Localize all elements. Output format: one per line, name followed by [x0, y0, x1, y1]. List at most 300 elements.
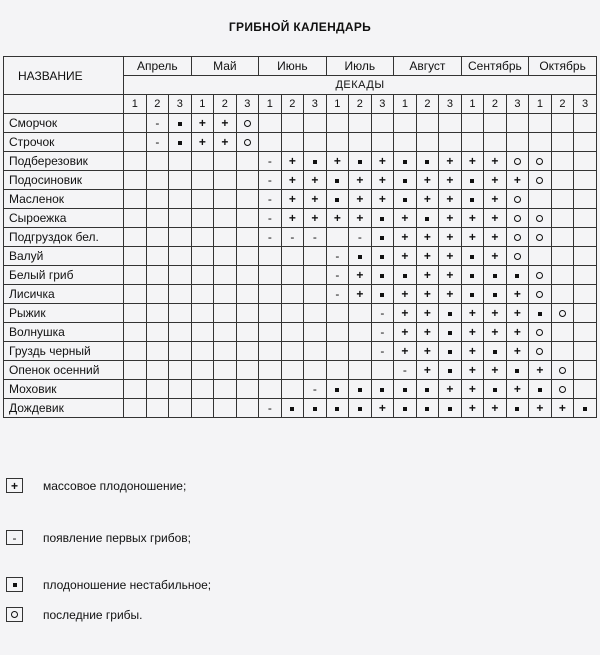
decade-cell: [169, 399, 192, 418]
decade-cell: [124, 285, 147, 304]
decade-cell: [349, 399, 372, 418]
decade-cell: [326, 399, 349, 418]
decade-cell: [484, 380, 507, 399]
decade-cell: [461, 266, 484, 285]
circle-icon: [559, 386, 566, 393]
decade-cell: [416, 380, 439, 399]
decade-cell: [304, 133, 327, 152]
decade-cell: [124, 304, 147, 323]
page-title: ГРИБНОЙ КАЛЕНДАРЬ: [228, 20, 372, 34]
dash-icon: -: [312, 382, 317, 396]
decade-cell: [551, 171, 574, 190]
table-row: [4, 304, 597, 323]
month-may: Май: [191, 57, 259, 76]
decade-cell: [371, 171, 394, 190]
decade-cell: [124, 133, 147, 152]
dash-icon: -: [380, 325, 385, 339]
decade-cell: [124, 266, 147, 285]
decade-cell: [551, 114, 574, 133]
decade-cell: [326, 323, 349, 342]
decade-cell: [529, 152, 552, 171]
mushroom-name: Лисичка: [4, 285, 124, 304]
decade-cell: [484, 361, 507, 380]
square-icon: [335, 198, 339, 202]
decade-cell: [236, 114, 259, 133]
decade-cell: [484, 209, 507, 228]
decade-cell: [214, 361, 237, 380]
decade-cell: [326, 133, 349, 152]
plus-icon: +: [288, 173, 296, 187]
decade-cell: [506, 285, 529, 304]
decade-cell: [461, 228, 484, 247]
table-row: [4, 285, 597, 304]
mushroom-name: Сморчок: [4, 114, 124, 133]
square-icon: [470, 179, 474, 183]
table-row: [4, 228, 597, 247]
decade-cell: [394, 152, 417, 171]
legend-symbol-box: [6, 478, 23, 493]
decade-number: 3: [304, 95, 327, 114]
decade-cell: [349, 342, 372, 361]
decade-cell: [214, 342, 237, 361]
decade-cell: [326, 285, 349, 304]
decade-cell: [349, 152, 372, 171]
table-row: [4, 209, 597, 228]
decade-cell: [146, 285, 169, 304]
square-icon: [448, 369, 452, 373]
plus-icon: +: [491, 306, 499, 320]
plus-icon: +: [198, 116, 206, 130]
decade-cell: [236, 171, 259, 190]
dash-icon: -: [357, 230, 362, 244]
decade-cell: [191, 190, 214, 209]
plus-icon: +: [311, 192, 319, 206]
table-row: [4, 323, 597, 342]
decade-cell: [191, 228, 214, 247]
legend-text: последние грибы.: [43, 607, 143, 622]
decade-cell: [416, 247, 439, 266]
decade-cell: [551, 380, 574, 399]
decade-cell: [506, 133, 529, 152]
decade-cell: [281, 171, 304, 190]
plus-icon: +: [356, 211, 364, 225]
decade-cell: [416, 266, 439, 285]
decade-cell: [506, 266, 529, 285]
month-september: Сентябрь: [461, 57, 529, 76]
plus-icon: +: [558, 401, 566, 415]
square-icon: [470, 293, 474, 297]
square-icon: [403, 160, 407, 164]
decade-cell: [394, 114, 417, 133]
decade-number: 2: [349, 95, 372, 114]
decade-cell: [326, 152, 349, 171]
decade-cell: [529, 399, 552, 418]
legend-item: [6, 530, 191, 545]
square-icon: [13, 583, 17, 587]
mushroom-name: Сыроежка: [4, 209, 124, 228]
decade-cell: [191, 399, 214, 418]
square-icon: [403, 388, 407, 392]
plus-icon: +: [401, 230, 409, 244]
decade-cell: [304, 285, 327, 304]
decade-cell: [281, 209, 304, 228]
decade-cell: [529, 285, 552, 304]
dash-icon: -: [380, 306, 385, 320]
decade-cell: [506, 114, 529, 133]
decade-cell: [574, 247, 597, 266]
legend-symbol-box: [6, 607, 23, 622]
decade-cell: [484, 247, 507, 266]
square-icon: [425, 407, 429, 411]
decade-cell: [371, 209, 394, 228]
square-icon: [313, 407, 317, 411]
decade-cell: [259, 247, 282, 266]
decade-cell: [214, 285, 237, 304]
decade-cell: [439, 304, 462, 323]
plus-icon: +: [311, 173, 319, 187]
plus-icon: +: [288, 154, 296, 168]
square-icon: [493, 388, 497, 392]
plus-icon: +: [401, 287, 409, 301]
decade-cell: [191, 247, 214, 266]
legend-symbol-box: [6, 577, 23, 592]
decade-cell: [551, 228, 574, 247]
decade-cell: [551, 133, 574, 152]
decade-cell: [236, 228, 259, 247]
decade-cell: [439, 399, 462, 418]
decade-cell: [191, 380, 214, 399]
dash-icon: -: [267, 230, 272, 244]
decade-cell: [214, 190, 237, 209]
table-row: [4, 133, 597, 152]
decade-cell: [326, 114, 349, 133]
decade-cell: [281, 114, 304, 133]
decade-cell: [484, 190, 507, 209]
decade-cell: [281, 304, 304, 323]
decade-cell: [304, 342, 327, 361]
decade-cell: [304, 228, 327, 247]
decade-cell: [191, 342, 214, 361]
legend-item: [6, 577, 211, 592]
decade-cell: [191, 152, 214, 171]
plus-icon: +: [491, 249, 499, 263]
decade-cell: [394, 304, 417, 323]
decade-cell: [236, 247, 259, 266]
decade-cell: [506, 190, 529, 209]
dash-icon: -: [335, 268, 340, 282]
decade-number: 2: [146, 95, 169, 114]
circle-icon: [559, 367, 566, 374]
decade-cell: [236, 323, 259, 342]
plus-icon: +: [378, 192, 386, 206]
decade-cell: [326, 209, 349, 228]
month-june: Июнь: [259, 57, 327, 76]
table-row: [4, 399, 597, 418]
decade-cell: [484, 304, 507, 323]
decade-cell: [394, 285, 417, 304]
square-icon: [335, 407, 339, 411]
decade-cell: [124, 190, 147, 209]
decade-cell: [371, 304, 394, 323]
square-icon: [380, 217, 384, 221]
plus-icon: +: [446, 230, 454, 244]
plus-icon: +: [423, 230, 431, 244]
decade-cell: [214, 399, 237, 418]
decade-cell: [124, 247, 147, 266]
square-icon: [380, 388, 384, 392]
decade-cell: [169, 304, 192, 323]
plus-icon: +: [446, 287, 454, 301]
circle-icon: [244, 139, 251, 146]
decade-cell: [461, 380, 484, 399]
plus-icon: +: [423, 344, 431, 358]
decade-cell: [461, 209, 484, 228]
decade-cell: [394, 133, 417, 152]
decade-cell: [371, 228, 394, 247]
decade-cell: [304, 304, 327, 323]
decade-cell: [529, 190, 552, 209]
decade-cell: [326, 190, 349, 209]
decade-cell: [461, 114, 484, 133]
decade-number: 3: [574, 95, 597, 114]
plus-icon: +: [423, 268, 431, 282]
circle-icon: [536, 329, 543, 336]
plus-icon: +: [468, 363, 476, 377]
plus-icon: +: [198, 135, 206, 149]
decade-cell: [484, 342, 507, 361]
square-icon: [493, 350, 497, 354]
decade-cell: [349, 247, 372, 266]
dash-icon: -: [267, 401, 272, 415]
plus-icon: +: [401, 211, 409, 225]
square-icon: [403, 274, 407, 278]
mushroom-name: Подосиновик: [4, 171, 124, 190]
table-row: [4, 247, 597, 266]
circle-icon: [536, 177, 543, 184]
plus-icon: +: [423, 306, 431, 320]
dash-icon: -: [267, 173, 272, 187]
decade-cell: [146, 114, 169, 133]
decade-cell: [461, 399, 484, 418]
decade-cell: [259, 171, 282, 190]
decade-cell: [191, 133, 214, 152]
square-icon: [290, 407, 294, 411]
mushroom-name: Груздь черный: [4, 342, 124, 361]
square-icon: [538, 312, 542, 316]
decade-cell: [349, 133, 372, 152]
mushroom-name: Строчок: [4, 133, 124, 152]
plus-icon: +: [468, 306, 476, 320]
table-row: [4, 380, 597, 399]
decade-cell: [371, 342, 394, 361]
decade-cell: [281, 285, 304, 304]
decade-cell: [214, 247, 237, 266]
mushroom-name: Подберезовик: [4, 152, 124, 171]
square-icon: [448, 407, 452, 411]
circle-icon: [514, 196, 521, 203]
decade-cell: [259, 361, 282, 380]
decade-cell: [124, 114, 147, 133]
square-icon: [448, 331, 452, 335]
decade-cell: [439, 209, 462, 228]
square-icon: [425, 217, 429, 221]
circle-icon: [536, 348, 543, 355]
decade-cell: [551, 190, 574, 209]
circle-icon: [536, 291, 543, 298]
plus-icon: +: [513, 382, 521, 396]
decade-cell: [484, 171, 507, 190]
circle-icon: [536, 234, 543, 241]
decade-cell: [551, 152, 574, 171]
decade-cell: [259, 399, 282, 418]
square-icon: [538, 388, 542, 392]
decade-cell: [461, 342, 484, 361]
decade-cell: [236, 399, 259, 418]
decade-cell: [236, 304, 259, 323]
plus-icon: +: [423, 192, 431, 206]
decade-cell: [574, 342, 597, 361]
decade-cell: [416, 323, 439, 342]
decade-cell: [529, 342, 552, 361]
circle-icon: [514, 253, 521, 260]
decade-cell: [394, 171, 417, 190]
decade-cell: [124, 171, 147, 190]
decade-cell: [506, 171, 529, 190]
decade-cell: [146, 380, 169, 399]
square-icon: [448, 312, 452, 316]
decade-cell: [506, 399, 529, 418]
mushroom-name: Волнушка: [4, 323, 124, 342]
decade-cell: [551, 361, 574, 380]
decade-cell: [304, 247, 327, 266]
square-icon: [470, 198, 474, 202]
decade-cell: [326, 304, 349, 323]
decade-cell: [371, 323, 394, 342]
square-icon: [380, 236, 384, 240]
decade-cell: [551, 285, 574, 304]
decade-cell: [259, 114, 282, 133]
decade-cell: [214, 304, 237, 323]
month-april: Апрель: [124, 57, 192, 76]
decade-cell: [416, 342, 439, 361]
decade-cell: [371, 114, 394, 133]
plus-icon: +: [378, 173, 386, 187]
decade-cell: [169, 361, 192, 380]
circle-icon: [11, 611, 18, 618]
decade-cell: [146, 266, 169, 285]
decade-cell: [416, 133, 439, 152]
decade-cell: [574, 399, 597, 418]
decade-cell: [394, 247, 417, 266]
decade-number: 1: [191, 95, 214, 114]
decade-cell: [214, 171, 237, 190]
decade-cell: [236, 266, 259, 285]
decade-cell: [371, 133, 394, 152]
month-october: Октябрь: [529, 57, 597, 76]
decade-cell: [461, 361, 484, 380]
decade-cell: [304, 380, 327, 399]
decade-cell: [191, 209, 214, 228]
mushroom-name: Рыжик: [4, 304, 124, 323]
decade-cell: [529, 171, 552, 190]
plus-icon: +: [513, 306, 521, 320]
decade-cell: [214, 323, 237, 342]
decade-number: 2: [484, 95, 507, 114]
circle-icon: [536, 215, 543, 222]
plus-icon: +: [513, 287, 521, 301]
decade-cell: [259, 228, 282, 247]
decade-cell: [439, 323, 462, 342]
decade-cell: [484, 399, 507, 418]
decade-cell: [439, 361, 462, 380]
circle-icon: [244, 120, 251, 127]
square-icon: [380, 293, 384, 297]
decade-cell: [574, 171, 597, 190]
plus-icon: +: [333, 211, 341, 225]
plus-icon: +: [468, 344, 476, 358]
decade-cell: [371, 399, 394, 418]
square-icon: [493, 293, 497, 297]
decade-cell: [529, 114, 552, 133]
decade-number: 3: [236, 95, 259, 114]
plus-icon: +: [288, 192, 296, 206]
decade-number: 2: [214, 95, 237, 114]
decade-cell: [371, 247, 394, 266]
plus-icon: +: [468, 154, 476, 168]
dash-icon: -: [380, 344, 385, 358]
plus-icon: +: [446, 382, 454, 396]
plus-icon: +: [401, 325, 409, 339]
decade-cell: [146, 304, 169, 323]
name-column-header: НАЗВАНИЕ: [4, 57, 124, 95]
decade-cell: [461, 190, 484, 209]
square-icon: [515, 407, 519, 411]
decade-cell: [259, 209, 282, 228]
decade-cell: [574, 114, 597, 133]
plus-icon: +: [468, 325, 476, 339]
decade-cell: [124, 361, 147, 380]
decade-cell: [304, 190, 327, 209]
month-july: Июль: [326, 57, 394, 76]
decade-cell: [574, 380, 597, 399]
square-icon: [335, 179, 339, 183]
decade-cell: [124, 399, 147, 418]
decade-cell: [259, 380, 282, 399]
legend-text: плодоношение нестабильное;: [43, 577, 212, 592]
decade-cell: [169, 247, 192, 266]
table-row: [4, 114, 597, 133]
decade-cell: [304, 399, 327, 418]
month-august: Август: [394, 57, 462, 76]
square-icon: [515, 274, 519, 278]
decade-cell: [484, 152, 507, 171]
plus-icon: +: [536, 363, 544, 377]
decade-cell: [506, 247, 529, 266]
decade-cell: [371, 361, 394, 380]
square-icon: [380, 274, 384, 278]
plus-icon: +: [468, 401, 476, 415]
decade-cell: [281, 266, 304, 285]
plus-icon: +: [401, 344, 409, 358]
decade-cell: [259, 342, 282, 361]
decade-cell: [169, 266, 192, 285]
decade-cell: [326, 171, 349, 190]
decade-cell: [416, 152, 439, 171]
plus-icon: +: [446, 173, 454, 187]
decade-cell: [506, 380, 529, 399]
plus-icon: +: [356, 173, 364, 187]
decade-cell: [326, 247, 349, 266]
